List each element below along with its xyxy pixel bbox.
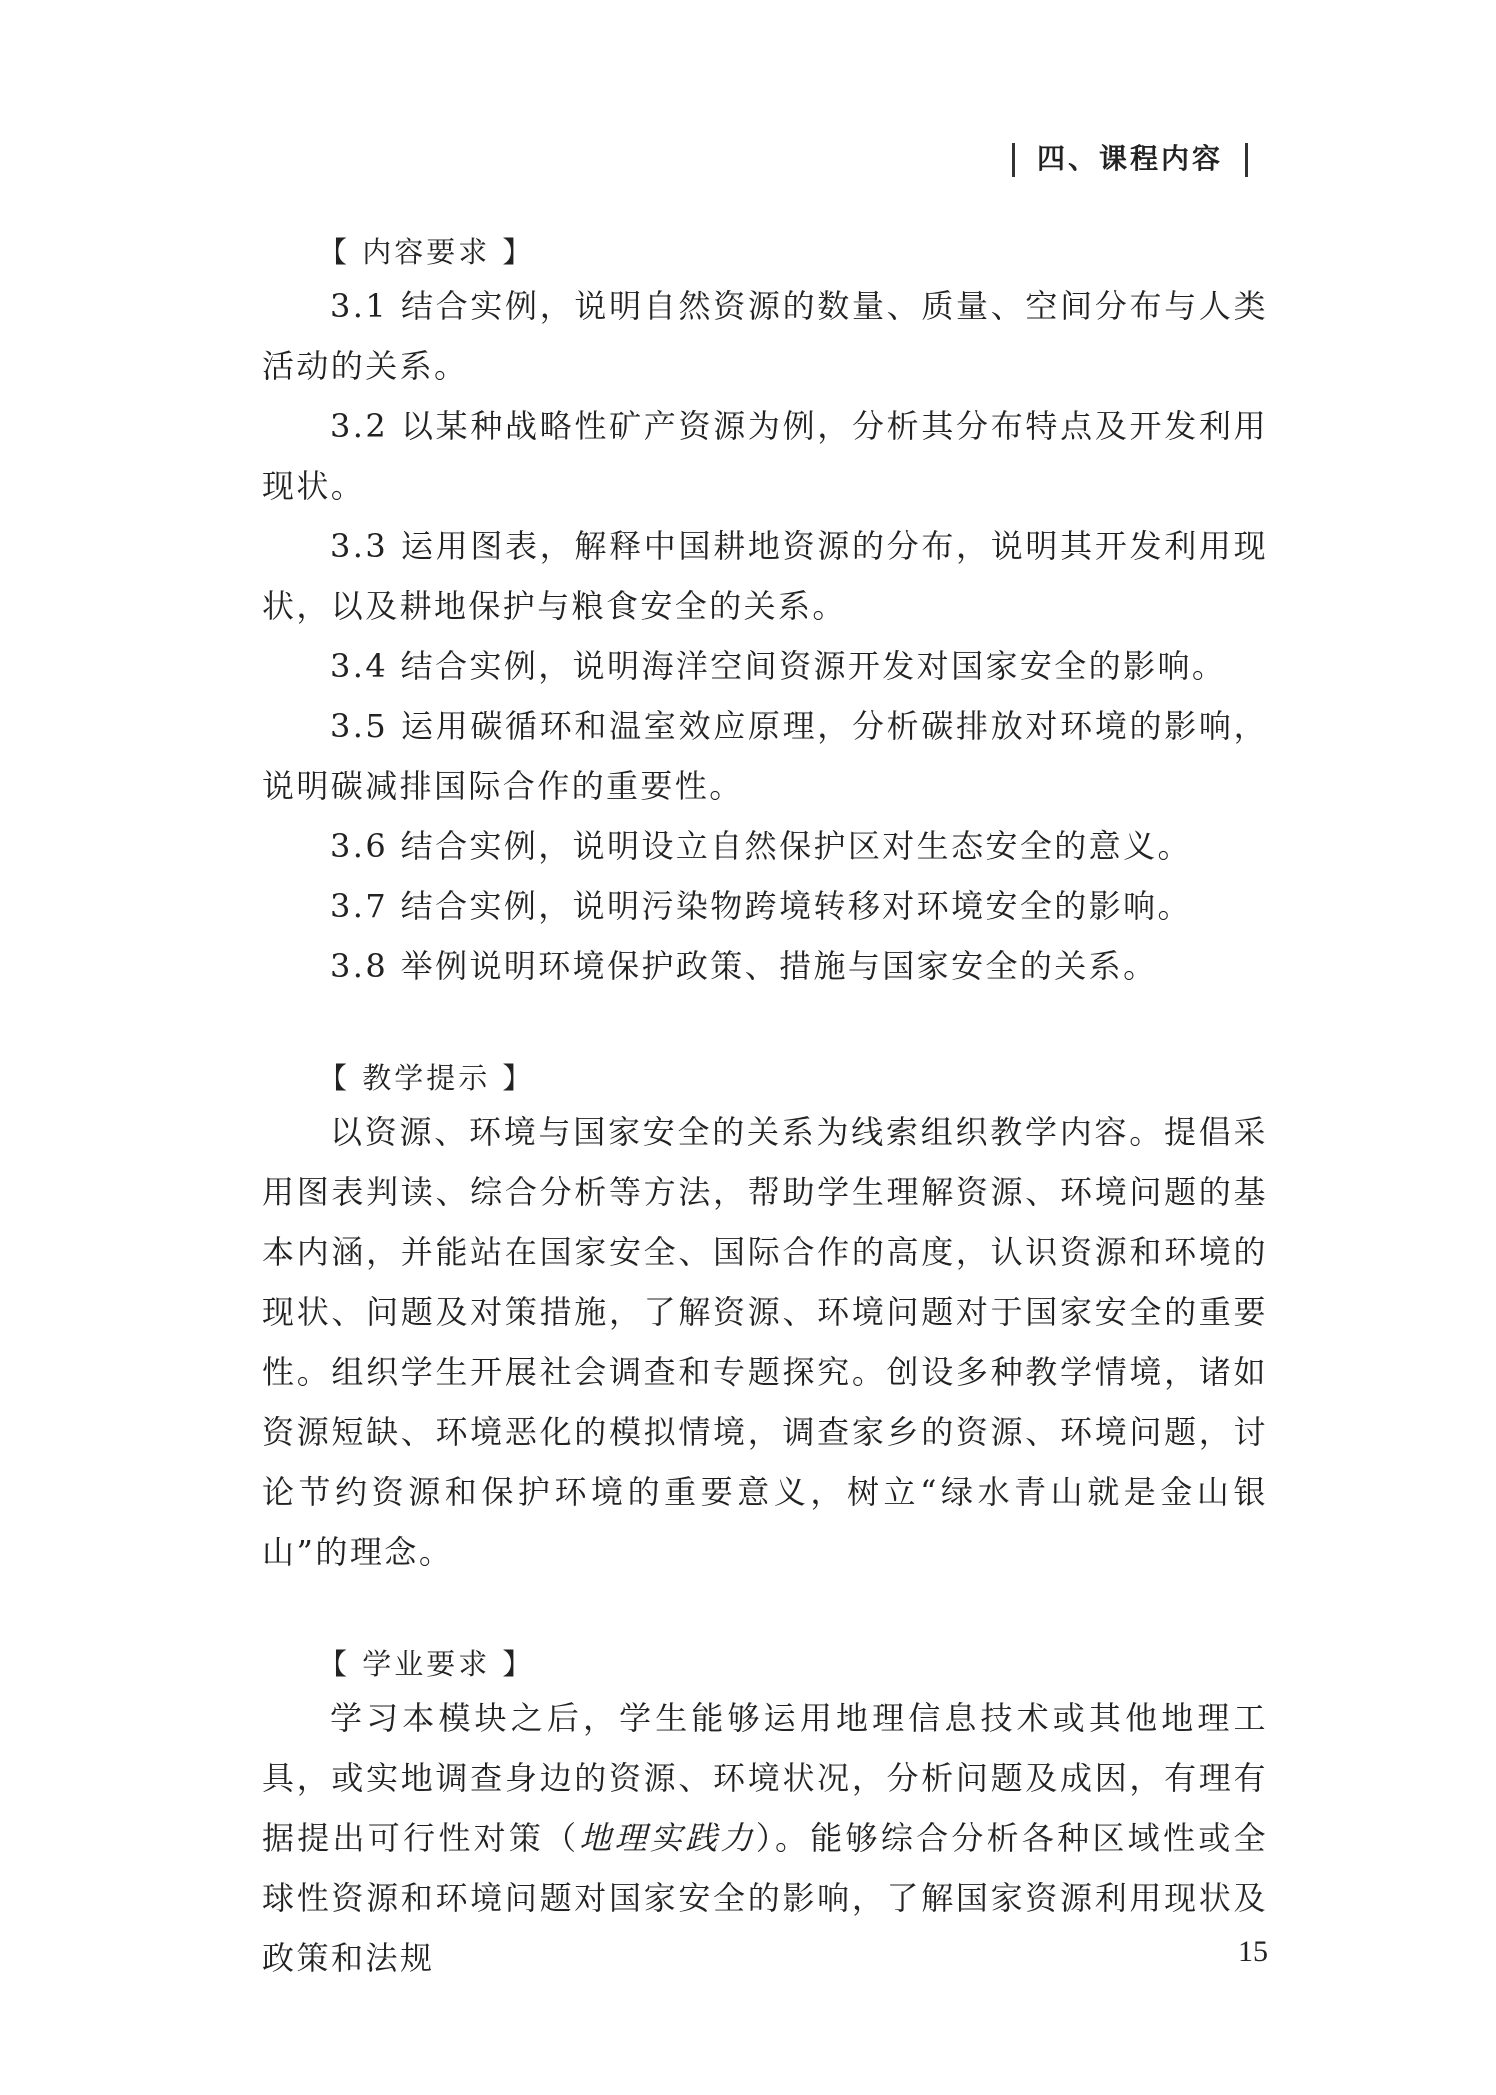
- page-number: 15: [1238, 1935, 1268, 1968]
- teaching-tips-paragraph: 以资源、环境与国家安全的关系为线索组织教学内容。提倡采用图表判读、综合分析等方法，帮助学生理解资源、环境问题的基本内涵，并能站在国家安全、国际合作的高度，认识资源和环境的现状、问题及对策措施，了解资源、环境问题对于国家安全的重要性。组织学生开展社会调查和专题探究。创设多种教学情境，诸如资源短缺、环境恶化的模拟情境，调查家乡的资源、环境问题，讨论节约资源和保护环境的重要意义，树立“绿水青山就是金山银山”的理念。: [262, 1113, 1268, 1571]
- requirement-item: 3.4 结合实例，说明海洋空间资源开发对国家安全的影响。: [330, 647, 1227, 685]
- content-requirements-list: [262, 276, 1268, 996]
- competency-emphasis: 地理实践力: [579, 1819, 756, 1857]
- section-title-teaching-tips: 【 教学提示 】: [318, 1061, 535, 1095]
- header-divider-right: [1245, 143, 1248, 177]
- requirement-item: 3.8 举例说明环境保护政策、措施与国家安全的关系。: [330, 947, 1158, 985]
- header-divider-left: [1012, 143, 1015, 177]
- requirement-item: 3.6 结合实例，说明设立自然保护区对生态安全的意义。: [330, 827, 1192, 865]
- requirement-item: 3.2 以某种战略性矿产资源为例，分析其分布特点及开发利用现状。: [262, 407, 1268, 505]
- requirement-item: 3.3 运用图表，解释中国耕地资源的分布，说明其开发利用现状，以及耕地保护与粮食安全的关系。: [262, 527, 1268, 625]
- header-section-title: 四、课程内容: [1036, 142, 1223, 175]
- section-title-content-requirements: 【 内容要求 】: [318, 235, 535, 269]
- section-title-academic-requirements: 【 学业要求 】: [318, 1647, 535, 1681]
- running-header: [990, 138, 1270, 180]
- academic-requirements-paragraph: [262, 1688, 1268, 1988]
- requirement-item: 3.7 结合实例，说明污染物跨境转移对环境安全的影响。: [330, 887, 1192, 925]
- academic-text-after: ）。能够综合分析各种区域性或全球性资源和环境问题对国家安全的影响，了解国家资源利用现状及政策和法规: [262, 1819, 1268, 1977]
- academic-text-before: 学习本模块之后，学生能够运用地理信息技术或其他地理工具，或实地调查身边的资源、环境状况，分析问题及成因，有理有据提出可行性对策（: [262, 1699, 1268, 1857]
- requirement-item: 3.1 结合实例，说明自然资源的数量、质量、空间分布与人类活动的关系。: [262, 287, 1268, 385]
- page-body: [262, 232, 1268, 1988]
- requirement-item: 3.5 运用碳循环和温室效应原理，分析碳排放对环境的影响，说明碳减排国际合作的重要性。: [262, 707, 1268, 805]
